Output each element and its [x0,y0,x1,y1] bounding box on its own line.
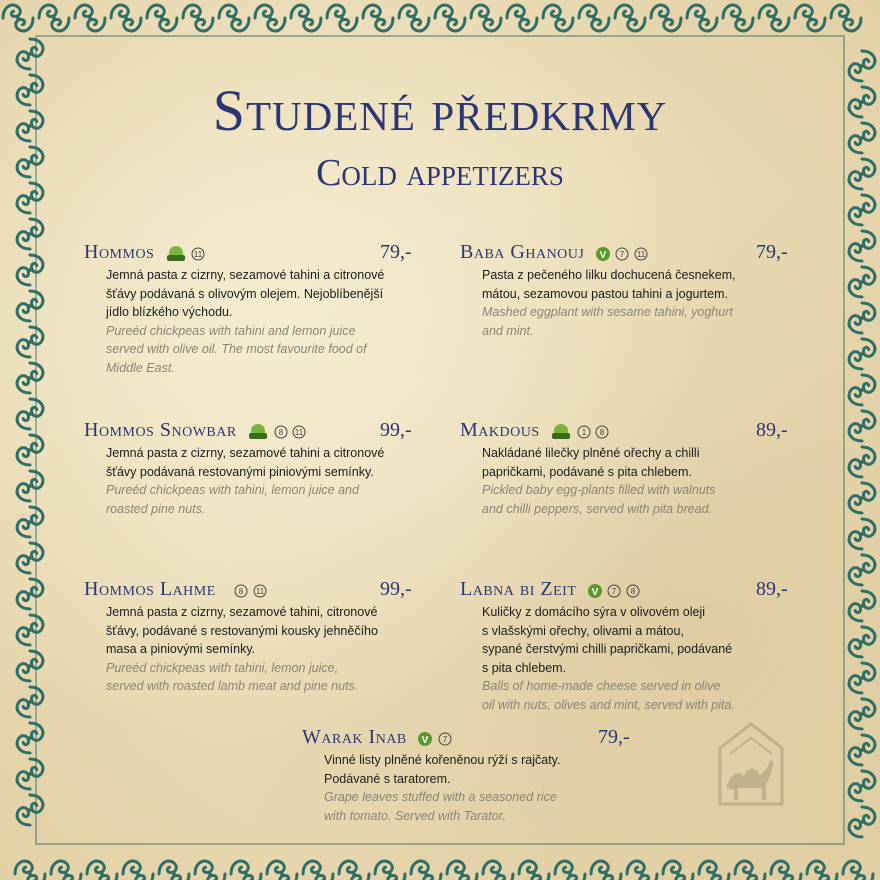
border-ornament [75,5,105,31]
border-ornament [17,579,43,609]
border-ornament [849,447,875,477]
border-ornament [17,651,43,681]
border-ornament [17,615,43,645]
border-ornament [849,267,875,297]
allergen-8-icon [274,425,288,439]
vegan-icon [247,423,269,441]
border-ornament [219,5,249,31]
menu-item-makdous [460,418,800,518]
svg-text:8: 8 [630,586,635,596]
border-ornament [303,861,333,880]
svg-text:11: 11 [255,586,264,596]
border-ornament [663,861,693,880]
border-ornament [849,591,875,621]
border-ornament [723,5,753,31]
border-ornament [807,861,837,880]
item-description-cz [106,444,424,481]
svg-text:8: 8 [599,427,605,437]
vegetarian-icon [587,583,603,599]
border-ornament [255,5,285,31]
border-ornament [17,471,43,501]
desc-line: Nakládané lilečky plněné ořechy a chilli [482,446,700,460]
border-ornament [17,39,43,69]
item-name: Warak Inab [302,726,407,748]
border-ornament [849,483,875,513]
desc-line: Kuličky z domácího sýra v olivovém oleji [482,605,705,619]
item-price: 99,- [380,419,412,441]
item-description-cz [482,444,800,481]
allergen-1-icon [577,425,591,439]
svg-text:7: 7 [620,249,625,259]
svg-text:V: V [421,734,429,746]
svg-text:V: V [599,249,607,261]
page-title: Studené předkrmy [212,78,668,143]
desc-line: Jemná pasta z cizrny, sezamové tahini, citronové [106,605,378,619]
desc-line: oil with nuts, olives and mint, served with pita. [482,697,735,712]
desc-line: Balls of home-made cheese served in olive [482,679,721,693]
page-subtitle: Cold appetizers [316,152,564,194]
border-ornament [615,5,645,31]
item-description-en [324,788,642,825]
border-ornament [627,861,657,880]
allergen-7-icon [615,247,629,261]
desc-line: Grape leaves stuffed with a seasoned rice [324,790,557,804]
border-ornament [849,411,875,441]
border-ornament [375,861,405,880]
border-ornament [291,5,321,31]
border-ornament [195,861,225,880]
border-ornament [699,861,729,880]
camel-logo-icon [712,718,790,808]
border-ornament [483,861,513,880]
desc-line: s pita chlebem. [482,660,567,675]
allergen-8-icon [626,584,640,598]
border-ornament [327,5,357,31]
desc-line: šťávy, podávané s restovanými kousky jehněčího [106,623,378,638]
border-ornament [17,795,43,825]
svg-text:7: 7 [442,734,447,744]
item-description-en [482,481,800,518]
desc-line: and mint. [482,323,534,338]
svg-text:1: 1 [581,427,586,437]
desc-line: roasted pine nuts. [106,501,206,516]
border-ornament [87,861,117,880]
border-ornament [17,291,43,321]
desc-line: s vlašskými ořechy, olivami a mátou, [482,623,684,638]
desc-line: papričkami, podávané s pita chlebem. [482,464,692,479]
allergen-8-icon [234,584,248,598]
border-ornament [591,861,621,880]
item-description-en [482,303,800,340]
border-ornament [17,255,43,285]
border-ornament [759,5,789,31]
border-ornament [3,5,33,31]
item-description-cz [106,266,424,322]
border-ornament [849,231,875,261]
border-ornament [543,5,573,31]
border-ornament [771,861,801,880]
vegan-icon [165,245,187,263]
border-ornament [651,5,681,31]
svg-text:8: 8 [278,427,283,437]
item-name: Hommos Snowbar [84,419,237,441]
item-icons [550,423,609,441]
border-ornament [111,5,141,31]
border-ornament [849,735,875,765]
border-ornament [849,195,875,225]
desc-line: served with roasted lamb meat and pine nuts. [106,679,359,693]
item-description-cz [482,603,800,677]
border-ornament [17,687,43,717]
border-ornament [849,627,875,657]
item-price: 89,- [756,578,788,600]
border-ornament [339,861,369,880]
desc-line: served with olive oil. The most favourite food of [106,342,367,356]
menu-item-hommos-snowbar [84,418,424,518]
border-ornament [159,861,189,880]
item-name: Hommos Lahme [84,578,216,600]
allergen-7-icon [438,732,452,746]
item-icons [165,245,205,263]
border-ornament [399,5,429,31]
menu-item-warak-inab [302,725,642,825]
desc-line: mátou, sezamovou pastou tahini a jogurtem. [482,286,728,301]
item-price: 89,- [756,419,788,441]
desc-line: Vinné listy plněné kořeněnou rýží s rajčaty. [324,753,561,767]
border-ornament [39,5,69,31]
item-icons [595,245,648,263]
border-ornament [17,435,43,465]
border-ornament [831,5,861,31]
svg-text:11: 11 [636,249,645,259]
item-description-en [106,481,424,518]
desc-line: Podávané s taratorem. [324,771,451,786]
item-icons [234,582,266,600]
desc-line: Jemná pasta z cizrny, sezamové tahini a citronové [106,446,385,460]
menu-item-labna-bi-zeit [460,577,800,714]
menu-item-hommos-lahme [84,577,424,696]
border-ornament [51,861,81,880]
item-description-cz [324,751,642,788]
item-name: Baba Ghanouj [460,241,585,263]
desc-line: and chilli peppers, served with pita bread. [482,501,712,516]
border-ornament [507,5,537,31]
desc-line: šťávy podávaná restovanými piniovými semínky. [106,464,374,479]
menu-item-hommos [84,240,424,377]
border-ornament [17,219,43,249]
desc-line: šťávy podávaná s olivovým olejem. Nejoblíbenější [106,286,384,301]
border-ornament [849,699,875,729]
border-ornament [843,861,873,880]
border-ornament [795,5,825,31]
border-ornament [471,5,501,31]
border-ornament [849,303,875,333]
border-ornament [849,771,875,801]
desc-line: Pickled baby egg-plants filled with walnuts [482,483,716,497]
desc-line: jídlo blízkého východu. [106,305,233,319]
border-ornament [849,663,875,693]
border-ornament [17,543,43,573]
border-ornament [849,519,875,549]
svg-text:11: 11 [294,427,304,437]
allergen-11-icon [292,425,306,439]
border-ornament [17,327,43,357]
border-ornament [519,861,549,880]
item-description-cz [482,266,800,303]
vegan-icon [550,423,572,441]
desc-line: Mashed eggplant with sesame tahini, yoghurt [482,305,733,319]
desc-line: Middle East. [106,360,175,375]
item-price: 79,- [756,241,788,263]
border-ornament [231,861,261,880]
item-name: Hommos [84,241,155,263]
vegetarian-icon [417,731,433,747]
border-ornament [15,861,45,880]
border-ornament [123,861,153,880]
border-ornament [849,375,875,405]
desc-line: Jemná pasta z cizrny, sezamové tahini a citronové [106,268,385,282]
desc-line: masa a piniovými semínky. [106,642,256,656]
item-price: 79,- [380,241,412,263]
item-icons [417,730,451,748]
border-ornament [17,759,43,789]
item-price: 79,- [598,726,630,748]
border-ornament [17,399,43,429]
item-icons [587,582,640,600]
svg-text:8: 8 [239,586,244,596]
item-description-en [482,677,800,714]
svg-text:V: V [591,586,599,598]
allergen-7-icon [607,584,621,598]
border-ornament [267,861,297,880]
item-description-en [106,322,424,378]
allergen-11-icon [191,247,205,261]
border-ornament [183,5,213,31]
item-name: Labna bi Zeit [460,578,577,600]
item-name: Makdous [460,419,540,441]
border-ornament [17,723,43,753]
svg-text:11: 11 [194,249,203,259]
svg-text:7: 7 [612,586,617,596]
border-ornament [447,861,477,880]
border-ornament [849,339,875,369]
item-icons [247,423,306,441]
item-description-cz [106,603,424,659]
desc-line: Pureéd chickpeas with tahini, lemon juice and [106,483,359,497]
desc-line: Pureéd chickpeas with tahini, lemon juice, [106,660,339,675]
border-ornament [849,555,875,585]
item-description-en [106,659,424,696]
border-ornament [849,807,875,837]
border-ornament [555,861,585,880]
allergen-11-icon [253,584,267,598]
allergen-8-icon [595,425,609,439]
border-ornament [735,861,765,880]
vegetarian-icon [595,246,611,262]
desc-line: sypané čerstvými chilli papričkami, podávané [482,642,733,656]
border-ornament [435,5,465,31]
desc-line: Pasta z pečeného lilku dochucená česnekem, [482,268,736,282]
desc-line: Pureéd chickpeas with tahini and lemon juice [106,323,356,338]
border-ornament [363,5,393,31]
border-ornament [687,5,717,31]
border-ornament [17,507,43,537]
border-ornament [579,5,609,31]
border-ornament [147,5,177,31]
menu-item-baba-ghanouj [460,240,800,340]
border-ornament [411,861,441,880]
border-ornament [17,363,43,393]
desc-line: with tomato. Served with Tarator. [324,808,506,823]
allergen-11-icon [634,247,648,261]
item-price: 99,- [380,578,412,600]
